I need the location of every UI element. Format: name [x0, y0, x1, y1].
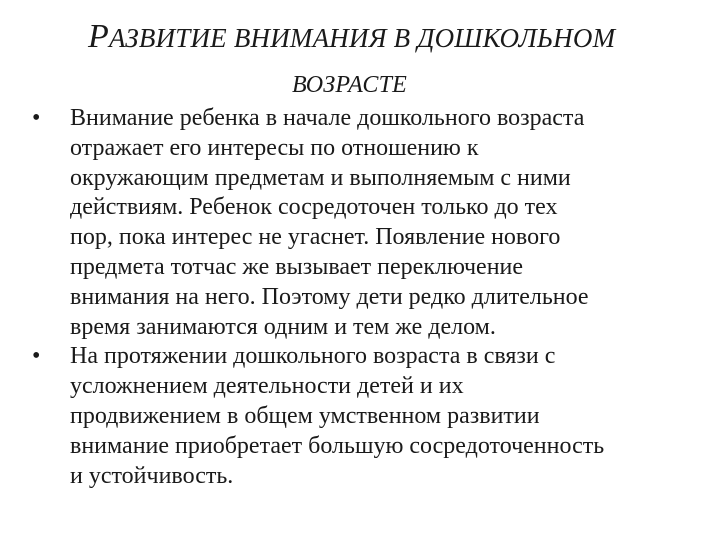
bullet-1-line: действиям. Ребенок сосредоточен только до тех [70, 194, 558, 221]
bullet-list [30, 104, 680, 491]
bullet-item-1 [30, 104, 680, 342]
bullet-1-line: время занимаются одним и тем же делом. [70, 313, 496, 340]
title-line-2: ВОЗРАСТЕ [292, 72, 407, 98]
bullet-2-line: продвижением в общем умственном развитии [70, 402, 540, 429]
bullet-1-line: предмета тотчас же вызывает переключение [70, 253, 524, 280]
title-line-1 [88, 18, 615, 56]
bullet-1-line: внимания на него. Поэтому дети редко длительное [70, 283, 589, 310]
bullet-1-line: окружающим предметам и выполняемым с ними [70, 164, 571, 191]
bullet-marker-icon: • [32, 105, 41, 131]
bullet-1-line: отражает его интересы по отношению к [70, 134, 479, 161]
bullet-2-line: внимание приобретает большую сосредоточенность [70, 432, 605, 459]
bullet-1-line: Внимание ребенка в начале дошкольного возраста [70, 105, 585, 131]
bullet-marker-icon: • [32, 343, 41, 370]
bullet-1-line: пор, пока интерес не угаснет. Появление нового [70, 224, 561, 251]
bullet-2-line: усложнением деятельности детей и их [70, 373, 464, 400]
bullet-2-line: и устойчивость. [70, 462, 234, 489]
bullet-2-line: На протяжении дошкольного возраста в связи с [70, 343, 556, 370]
title-first-letter: Р [88, 18, 109, 55]
title-line-1-text: АЗВИТИЕ ВНИМАНИЯ В ДОШКОЛЬНОМ [108, 23, 616, 53]
bullet-item-2 [30, 342, 680, 491]
